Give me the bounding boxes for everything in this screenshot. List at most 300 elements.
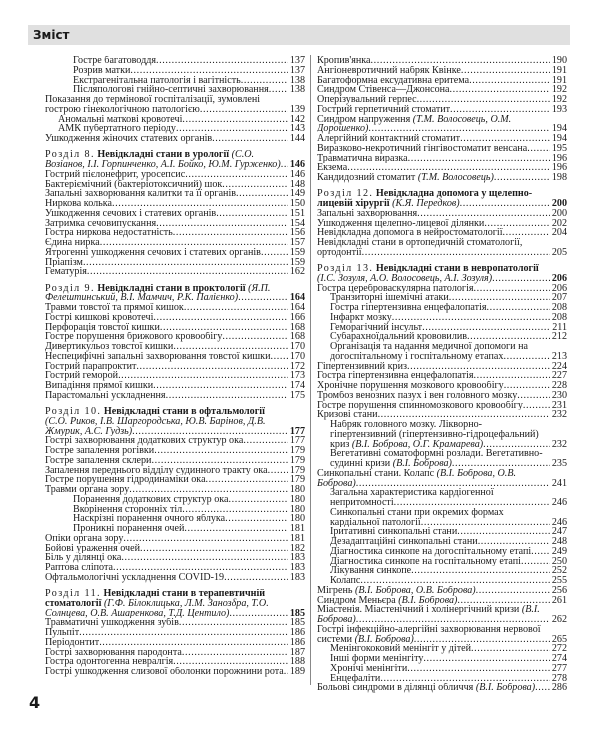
toc-entry[interactable]: [45, 563, 305, 573]
toc-entry[interactable]: [317, 391, 567, 401]
toc-entry[interactable]: [45, 475, 305, 485]
entry-page: 186: [289, 628, 305, 638]
entry-page: 224: [551, 361, 567, 372]
toc-entry[interactable]: [45, 466, 305, 476]
entry-page: 272: [551, 644, 567, 654]
entry-page: 196: [551, 153, 567, 164]
entry-title: Єдина нирка: [45, 238, 100, 248]
toc-entry[interactable]: [45, 76, 305, 86]
section-heading[interactable]: [45, 589, 305, 618]
entry-page: 256: [551, 585, 567, 596]
section-page: 164: [289, 292, 305, 303]
entry-title: Раптова сліпота: [45, 563, 113, 573]
entry-page: 194: [551, 134, 567, 144]
entry-title: Розрив матки: [73, 65, 131, 76]
entry-title: Субарахноїдальний крововилив: [330, 332, 468, 342]
entry-page: 179: [289, 475, 305, 485]
entry-page: 149: [289, 189, 305, 199]
entry-page: 228: [551, 381, 567, 391]
section-label: Розділ 11.: [45, 589, 101, 599]
toc-entry[interactable]: [45, 391, 305, 401]
entry-page: 198: [551, 173, 567, 183]
toc-entry[interactable]: [45, 115, 305, 125]
section-title: Невідкладні стани в урології: [97, 150, 230, 161]
toc-entry[interactable]: [317, 66, 567, 76]
entry-title: Гострі захворювання пародонта: [45, 647, 182, 658]
entry-page: 211: [552, 322, 567, 333]
toc-entry[interactable]: [45, 134, 305, 144]
section-page: 185: [289, 607, 305, 619]
entry-title: Невідкладні стани в ортопедичній стоматології, ортодонтії: [317, 238, 523, 258]
toc-entry[interactable]: [317, 56, 567, 66]
toc-entry[interactable]: [317, 173, 567, 183]
toc-entry[interactable]: [45, 228, 305, 238]
entry-page: 185: [289, 618, 305, 628]
toc-entry[interactable]: [45, 371, 305, 381]
entry-page: 247: [551, 527, 567, 537]
entry-title: Синдром напруження: [317, 114, 411, 125]
toc-entry[interactable]: [317, 537, 567, 547]
section-heading[interactable]: [45, 284, 305, 304]
toc-group: [45, 589, 305, 677]
entry-title: Синкопальні стани при окремих формах кардіальної патології: [330, 507, 504, 528]
entry-title: Ангіоневротичний набряк Квінке: [317, 65, 461, 76]
entry-title: Показання до термінової госпіталізації, зумовлені гострою гінекологічною патологією: [45, 95, 261, 115]
entry-page: 205: [551, 246, 567, 258]
entry-page: 180: [289, 514, 305, 524]
entry-authors: (В.І. Боброва): [475, 683, 536, 693]
entry-page: 212: [551, 332, 567, 342]
entry-page: 235: [551, 458, 567, 469]
toc-entry[interactable]: [317, 95, 567, 105]
toc-entry[interactable]: [45, 352, 305, 362]
toc-entry[interactable]: [45, 446, 305, 456]
entry-page: 137: [289, 56, 305, 66]
toc-entry[interactable]: [45, 209, 305, 219]
toc-entry[interactable]: [45, 524, 305, 534]
entry-title: Невідкладна допомога в нейростоматології: [317, 228, 503, 238]
toc-entry[interactable]: [317, 586, 567, 596]
entry-page: 144: [289, 134, 305, 144]
section-heading[interactable]: [45, 407, 305, 436]
toc-entry[interactable]: [45, 66, 305, 76]
toc-entry[interactable]: [45, 553, 305, 563]
entry-title: Аномальні маткові кровотечі: [58, 114, 183, 125]
toc-entry[interactable]: [317, 163, 567, 173]
toc-entry[interactable]: [317, 674, 567, 684]
entry-title: Випадіння прямої кишки: [45, 381, 154, 391]
entry-page: 162: [289, 267, 305, 277]
toc-entry[interactable]: [317, 323, 567, 333]
toc-entry[interactable]: [317, 605, 567, 625]
entry-title: Гостре порушення брижового кровообігу: [45, 332, 223, 342]
toc-entry[interactable]: [317, 284, 567, 294]
toc-entry[interactable]: [45, 514, 305, 524]
entry-page: 192: [551, 85, 567, 95]
entry-title: Дивертикульоз товстої кишки: [45, 342, 174, 352]
toc-entry[interactable]: [45, 124, 305, 134]
entry-page: 286: [551, 683, 567, 693]
toc-entry[interactable]: [45, 436, 305, 446]
entry-page: 166: [289, 312, 305, 323]
toc-entry[interactable]: [317, 342, 567, 362]
entry-page: 250: [551, 556, 567, 567]
entry-title: Гострі захворювання додаткових структур ока: [45, 436, 244, 446]
toc-entry[interactable]: [45, 628, 305, 638]
entry-title: Гостре запалення склери: [45, 455, 152, 466]
toc-entry[interactable]: [45, 303, 305, 313]
toc-entry[interactable]: [45, 267, 305, 277]
section-heading[interactable]: [45, 150, 305, 170]
entry-title: Діагностика синкопе на госпітальному етапі: [330, 556, 521, 567]
section-page: 200: [551, 198, 567, 209]
entry-page: 186: [289, 637, 305, 648]
toc-entry[interactable]: [45, 95, 305, 115]
toc-entry[interactable]: [317, 625, 567, 645]
entry-title: Поранення додаткових структур ока: [73, 494, 229, 505]
entry-title: Іритативні синкопальні стани: [330, 527, 458, 537]
toc-entry[interactable]: [317, 371, 567, 381]
toc-entry[interactable]: [317, 362, 567, 372]
entry-title: Гострий геморой: [45, 371, 119, 381]
section-title: Невідкладні стани в проктології: [97, 283, 246, 294]
entry-authors: (Т.М. Волосовець): [417, 173, 494, 183]
toc-entry[interactable]: [45, 313, 305, 323]
entry-authors: (В.І. Боброва): [354, 633, 414, 645]
toc-entry[interactable]: [45, 219, 305, 229]
toc-entry[interactable]: [317, 85, 567, 95]
entry-title: Загальна характеристика кардіогенної непритомності: [330, 488, 494, 508]
toc-entry[interactable]: [45, 495, 305, 505]
entry-page: 248: [551, 537, 567, 547]
toc-entry[interactable]: [317, 115, 567, 135]
entry-title: Травми товстої та прямої кишок: [45, 303, 184, 313]
toc-entry[interactable]: [317, 547, 567, 557]
entry-title: Післяпологові гнійно-септичні захворювання: [73, 85, 269, 95]
toc-entry[interactable]: [317, 219, 567, 229]
entry-title: Гостра цереброваскулярна патологія: [317, 283, 474, 294]
entry-title: Синкопальні стани. Колапс: [317, 468, 435, 479]
toc-entry[interactable]: [45, 362, 305, 372]
toc-entry[interactable]: [45, 638, 305, 648]
entry-title: Інфаркт мозку: [330, 312, 392, 323]
entry-page: 255: [551, 576, 567, 586]
entry-page: 139: [289, 103, 305, 115]
toc-entry[interactable]: [45, 180, 305, 190]
contents-title: Зміст: [33, 28, 70, 42]
entry-page: 177: [289, 436, 305, 446]
toc-entry[interactable]: [317, 644, 567, 654]
toc-entry[interactable]: [45, 534, 305, 544]
toc-entry[interactable]: [45, 323, 305, 333]
entry-page: 172: [289, 361, 305, 372]
toc-entry[interactable]: [317, 303, 567, 313]
entry-title: Гостра гіпертензивна енцефалопатія: [317, 371, 474, 381]
entry-page: 179: [289, 446, 305, 456]
section-label: Розділ 10.: [45, 407, 102, 417]
page-number: 4: [29, 693, 41, 712]
entry-page: 179: [289, 455, 305, 466]
entry-page: 180: [289, 504, 305, 515]
entry-page: 170: [289, 351, 305, 362]
toc-entry[interactable]: [317, 557, 567, 567]
entry-title: Гостра гіпертензивна енцефалопатія: [330, 303, 487, 313]
toc-entry[interactable]: [45, 56, 305, 66]
entry-page: 194: [551, 123, 567, 134]
entry-page: 157: [289, 238, 305, 248]
entry-title: Ушкодження щелепно-лицевої ділянки: [317, 218, 485, 229]
entry-title: Гострі ушкодження слизової оболонки порожнини рота: [45, 667, 284, 677]
entry-title: Неспецифічні запальні захворювання товстої кишки: [45, 351, 271, 362]
toc-group: [45, 284, 305, 401]
toc-entry[interactable]: [45, 667, 305, 677]
entry-page: 146: [289, 169, 305, 180]
toc-entry[interactable]: [317, 508, 567, 528]
entry-page: 202: [551, 218, 567, 229]
entry-page: 175: [289, 390, 305, 401]
section-authors: (К.Я. Передков): [392, 198, 460, 209]
toc-entry[interactable]: [317, 401, 567, 411]
entry-page: 159: [289, 257, 305, 268]
entry-page: 164: [289, 303, 305, 313]
entry-title: Інші форми менінгіту: [330, 654, 424, 664]
toc-left-column: [45, 56, 305, 683]
toc-entry[interactable]: [45, 657, 305, 667]
entry-title: Гострі інфекційно-алергійні захворювання нервової системи: [317, 624, 541, 645]
entry-title: Хронічі менінгіти: [330, 663, 408, 674]
toc-entry[interactable]: [45, 189, 305, 199]
entry-title: Бойові ураження очей: [45, 543, 140, 554]
entry-authors: (В.І. Боброва, О.В. Боброва): [317, 468, 517, 489]
entry-page: 190: [551, 56, 567, 66]
entry-title: Менінгококовий менінгіт у дітей: [330, 644, 471, 654]
entry-title: Лікування синкопе: [330, 566, 412, 576]
toc-entry[interactable]: [45, 648, 305, 658]
entry-page: 241: [551, 477, 567, 489]
toc-entry[interactable]: [317, 596, 567, 606]
entry-page: 187: [289, 647, 305, 658]
entry-page: 170: [289, 342, 305, 352]
entry-title: Парастомальні ускладнення: [45, 390, 166, 401]
entry-title: Гостре запалення рогівки: [45, 446, 155, 456]
toc-group: [45, 150, 305, 277]
entry-authors: (Т.М. Волосовець, О.М. Дорошенко): [317, 114, 512, 134]
entry-title: Гостра одонтогенна невралгія: [45, 657, 174, 667]
entry-page: 206: [551, 283, 567, 294]
entry-title: Вегетативні соматоформні розлади. Вегетативно-судинні кризи: [330, 449, 543, 469]
entry-page: 277: [551, 663, 567, 674]
entry-page: 208: [551, 312, 567, 323]
entry-page: 249: [551, 546, 567, 557]
toc-entry[interactable]: [45, 618, 305, 628]
entry-title: Травматична виразка: [317, 153, 408, 164]
entry-title: Діагностика синкопе на догоспітальному етапі: [330, 546, 532, 557]
toc-group: [317, 189, 567, 257]
entry-page: 180: [289, 485, 305, 495]
entry-page: 173: [289, 371, 305, 381]
toc-entry[interactable]: [45, 258, 305, 268]
toc-entry[interactable]: [317, 313, 567, 323]
entry-page: 246: [551, 497, 567, 508]
section-authors: (Я.П. Фелештинський, В.І. Мамчич, Р.К. Палієнко): [45, 283, 271, 303]
toc-entry[interactable]: [317, 293, 567, 303]
entry-title: Гостре багатоводдя: [73, 56, 156, 66]
section-label: Розділ 12.: [317, 189, 374, 200]
toc-entry[interactable]: [317, 381, 567, 391]
toc-entry[interactable]: [317, 420, 567, 449]
toc-entry[interactable]: [317, 134, 567, 144]
entry-title: Кропив'янка: [317, 56, 371, 66]
toc-entry[interactable]: [45, 456, 305, 466]
entry-title: Гострий пієлонефрит, уросепсис: [45, 169, 186, 180]
entry-title: Синдром Меньєра: [317, 595, 396, 606]
entry-title: Гостра ниркова недостатність: [45, 228, 173, 238]
toc-entry[interactable]: [45, 342, 305, 352]
entry-page: 183: [289, 572, 305, 583]
section-authors: (С.О. Риков, І.В. Шаргородська, Ю.В. Барінов, Д.В. Жмурик, А.С. Гудзь): [45, 415, 266, 437]
entry-title: Транзиторні ішемічні атаки: [330, 293, 449, 303]
section-authors: (І.С. Зозуля, А.О. Волосовець, А.І. Зозуля): [317, 272, 493, 284]
toc-entry[interactable]: [45, 85, 305, 95]
entry-title: Кризові стани: [317, 410, 378, 420]
toc-entry[interactable]: [317, 76, 567, 86]
entry-title: Організація та надання медичної допомоги на догоспітальному і госпітальному етапах: [330, 342, 528, 362]
entry-page: 174: [289, 381, 305, 391]
toc-entry[interactable]: [317, 238, 567, 258]
entry-title: Ниркова колька: [45, 199, 112, 209]
entry-page: 154: [289, 218, 305, 229]
toc-entry[interactable]: [317, 576, 567, 586]
toc-group: [317, 56, 567, 183]
entry-title: Багатоформна ексудативна еритема: [317, 75, 470, 86]
toc-entry[interactable]: [317, 144, 567, 154]
toc-entry[interactable]: [317, 683, 567, 693]
toc-entry[interactable]: [45, 505, 305, 515]
entry-title: Травми органа зору: [45, 485, 130, 495]
entry-title: Запалення переднього відділу судинного тракту ока: [45, 465, 268, 476]
toc-entry[interactable]: [45, 544, 305, 554]
toc-entry[interactable]: [45, 573, 305, 583]
entry-title: Кандидозний стоматит: [317, 173, 416, 183]
section-page: 177: [289, 425, 305, 437]
entry-page: 182: [289, 543, 305, 554]
section-title: Невідкладні стани в невропатології: [375, 264, 539, 274]
toc-entry[interactable]: [45, 170, 305, 180]
entry-page: 189: [289, 667, 305, 677]
toc-right-column: [317, 56, 567, 700]
entry-page: 232: [551, 438, 567, 450]
toc-entry[interactable]: [45, 381, 305, 391]
entry-title: Пульпіт: [45, 628, 80, 638]
toc-entry[interactable]: [317, 332, 567, 342]
toc-entry[interactable]: [317, 154, 567, 164]
toc-entry[interactable]: [317, 566, 567, 576]
entry-authors: (В.І. Боброва): [317, 605, 540, 625]
entry-page: 265: [551, 633, 567, 645]
section-heading[interactable]: [317, 264, 567, 284]
entry-page: 204: [551, 228, 567, 238]
section-label: Розділ 9.: [45, 283, 95, 294]
entry-page: 150: [289, 199, 305, 209]
entry-title: Синдром Стівенса—Джонсона: [317, 85, 450, 95]
entry-title: Офтальмологічні ускладнення COVID-19: [45, 572, 225, 583]
entry-title: Тромбоз венозних пазух і вен головного мозку: [317, 390, 518, 401]
entry-title: Колапс: [330, 576, 361, 586]
toc-entry[interactable]: [317, 654, 567, 664]
entry-title: Проникні поранення очей: [73, 524, 185, 534]
entry-title: Екзема: [317, 163, 348, 173]
toc-entry[interactable]: [317, 488, 567, 508]
column-divider: [310, 55, 311, 685]
entry-title: Бактеріємічний (бактеріотоксичний) шок: [45, 179, 223, 190]
entry-page: 246: [551, 516, 567, 528]
toc-entry[interactable]: [317, 527, 567, 537]
section-heading[interactable]: [317, 189, 567, 209]
entry-page: 138: [289, 75, 305, 86]
toc-entry[interactable]: [317, 209, 567, 219]
toc-entry[interactable]: [45, 248, 305, 258]
entry-page: 227: [551, 371, 567, 381]
entry-page: 180: [289, 494, 305, 505]
entry-page: 191: [551, 75, 567, 86]
entry-title: Ятрогенні ушкодження сечових і статевих органів: [45, 247, 261, 258]
entry-title: Хронічне порушення мозкового кровообігу: [317, 381, 504, 391]
entry-title: Опіки органа зору: [45, 533, 124, 544]
toc-entry[interactable]: [317, 469, 567, 489]
entry-title: Дезадаптаційні синкопальні стани: [330, 537, 478, 547]
entry-title: Біль у ділянці ока: [45, 553, 122, 563]
entry-title: Мігрень: [317, 585, 353, 596]
section-authors: (Г.Ф. Білоклицька, Л.М. Занозδра, Т.О. Солнцева, О.В. Ашаренкова, Т.Д. Центило): [45, 597, 269, 619]
toc-entry[interactable]: [317, 449, 567, 469]
toc-entry[interactable]: [317, 664, 567, 674]
entry-title: Вкорінення сторонніх тіл: [73, 504, 183, 515]
entry-page: 168: [289, 322, 305, 333]
entry-page: 137: [289, 65, 305, 76]
toc-group: [45, 407, 305, 583]
toc-entry[interactable]: [45, 238, 305, 248]
entry-page: 232: [551, 410, 567, 420]
toc-entry[interactable]: [317, 105, 567, 115]
section-authors: (С.О. Возіанов, І.І. Горпинченко, А.І. Бойко, Ю.М. Гурженко): [45, 150, 281, 170]
entry-page: 151: [289, 208, 305, 219]
entry-page: 230: [551, 390, 567, 401]
entry-page: 181: [289, 533, 305, 544]
contents-header-bar: [28, 25, 570, 45]
toc-entry[interactable]: [45, 199, 305, 209]
toc-entry[interactable]: [45, 332, 305, 342]
toc-entry[interactable]: [45, 485, 305, 495]
entry-title: Гіпертензивний криз: [317, 361, 407, 372]
entry-authors: (В.І. Боброва): [392, 458, 452, 469]
entry-page: 252: [551, 566, 567, 576]
entry-page: 179: [289, 465, 305, 476]
entry-title: Оперізувальний герпес: [317, 95, 417, 105]
entry-title: Запальні захворювання: [317, 208, 418, 219]
entry-page: 156: [289, 228, 305, 238]
toc-entry[interactable]: [317, 410, 567, 420]
entry-page: 193: [551, 104, 567, 115]
entry-title: Перфорація товстої кишки: [45, 322, 160, 333]
toc-entry[interactable]: [317, 228, 567, 238]
section-page: 146: [289, 159, 305, 170]
entry-title: Ушкодження сечових і статевих органів: [45, 208, 217, 219]
entry-page: 213: [551, 350, 567, 362]
entry-page: 278: [551, 673, 567, 684]
entry-page: 207: [551, 293, 567, 303]
entry-title: Ушкодження жіночих статевих органів: [45, 134, 213, 144]
entry-title: Гематурія: [45, 267, 87, 277]
